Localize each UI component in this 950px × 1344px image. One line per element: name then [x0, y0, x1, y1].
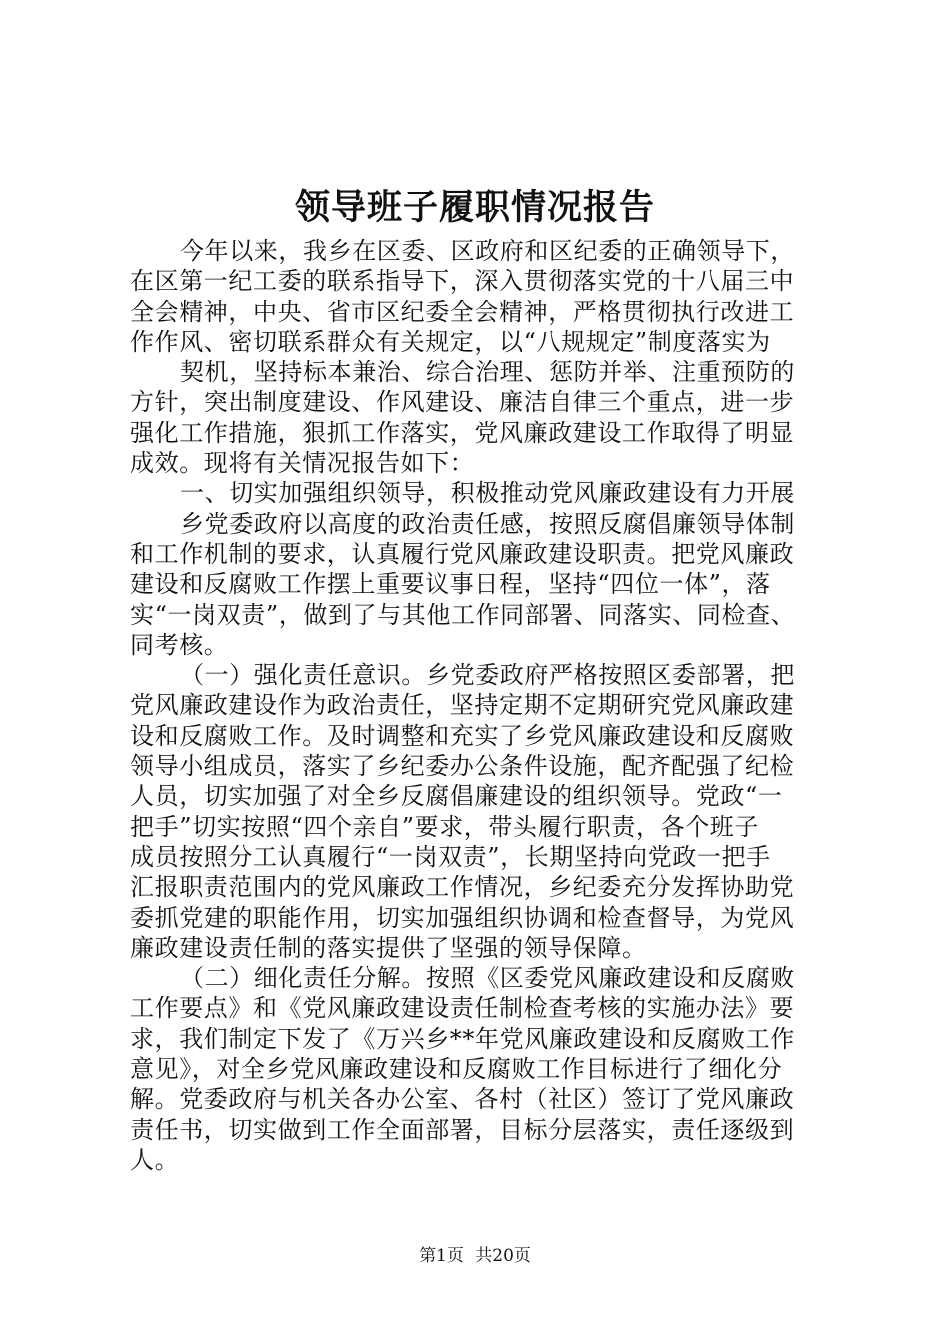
- paragraph-line: 契机，坚持标本兼治、综合治理、惩防并举、注重预防的: [180, 358, 795, 387]
- paragraph-line: 廉政建设责任制的落实提供了坚强的领导保障。: [130, 933, 647, 962]
- paragraph-line: 同考核。: [130, 630, 229, 659]
- paragraph-line: 在区第一纪工委的联系指导下，深入贯彻落实党的十八届三中: [130, 267, 795, 296]
- paragraph-line: 意见》，对全乡党风廉政建设和反腐败工作目标进行了细化分: [130, 1055, 783, 1084]
- paragraph-line: 方针，突出制度建设、作风建设、廉洁自律三个重点，进一步: [130, 388, 795, 417]
- paragraph-line: 人。: [130, 1145, 180, 1174]
- paragraph-line: 乡党委政府以高度的政治责任感，按照反腐倡廉领导体制: [180, 509, 795, 538]
- paragraph-line: 实“一岗双责”，做到了与其他工作同部署、同落实、同检查、: [130, 600, 796, 629]
- paragraph-line: 人员，切实加强了对全乡反腐倡廉建设的组织领导。党政“一: [130, 782, 783, 811]
- paragraph-line: 成员按照分工认真履行“一岗双责”，长期坚持向党政一把手: [130, 842, 771, 871]
- page-title: 领导班子履职情况报告: [294, 187, 655, 228]
- document-body: [130, 236, 832, 1175]
- section-heading: 一、切实加强组织领导，积极推动党风廉政建设有力开展: [180, 479, 795, 508]
- page-number: 第1页: [419, 1246, 464, 1266]
- paragraph-line: 和工作机制的要求，认真履行党风廉政建设职责。把党风廉政: [130, 539, 795, 568]
- paragraph-line: 作作风、密切联系群众有关规定，以“八规规定”制度落实为: [130, 327, 771, 356]
- paragraph-line: 委抓党建的职能作用，切实加强组织协调和检查督导，为党风: [130, 903, 795, 932]
- paragraph-line: 今年以来，我乡在区委、区政府和区纪委的正确领导下，: [180, 237, 795, 265]
- paragraph-line: 汇报职责范围内的党风廉政工作情况，乡纪委充分发挥协助党: [130, 873, 795, 902]
- paragraph-line: 建设和反腐败工作摆上重要议事日程，坚持“四位一体”，落: [130, 570, 771, 599]
- paragraph-line: 解。党委政府与机关各办公室、各村（社区）签订了党风廉政: [130, 1085, 795, 1114]
- subsection-line: （二）细化责任分解。按照《区委党风廉政建设和反腐败: [180, 964, 795, 993]
- paragraph-line: 强化工作措施，狠抓工作落实，党风廉政建设工作取得了明显: [130, 418, 795, 447]
- paragraph-line: 责任书，切实做到工作全面部署，目标分层落实，责任逐级到: [130, 1115, 795, 1144]
- paragraph-line: 全会精神，中央、省市区纪委全会精神，严格贯彻执行改进工: [130, 297, 795, 326]
- paragraph-line: 工作要点》和《党风廉政建设责任制检查考核的实施办法》要: [130, 994, 795, 1023]
- paragraph-line: 成效。现将有关情况报告如下：: [130, 449, 475, 478]
- paragraph-line: 设和反腐败工作。及时调整和充实了乡党风廉政建设和反腐败: [130, 721, 795, 750]
- paragraph-line: 党风廉政建设作为政治责任，坚持定期不定期研究党风廉政建: [130, 691, 795, 720]
- paragraph-line: 领导小组成员，落实了乡纪委办公条件设施，配齐配强了纪检: [130, 752, 795, 781]
- page-total: 共20页: [475, 1246, 531, 1266]
- paragraph-line: 求，我们制定下发了《万兴乡**年党风廉政建设和反腐败工作: [130, 1024, 795, 1053]
- subsection-line: （一）强化责任意识。乡党委政府严格按照区委部署，把: [180, 661, 795, 690]
- paragraph-line: 把手”切实按照“四个亲自”要求，带头履行职责，各个班子: [130, 812, 760, 841]
- page-footer: [0, 1244, 950, 1268]
